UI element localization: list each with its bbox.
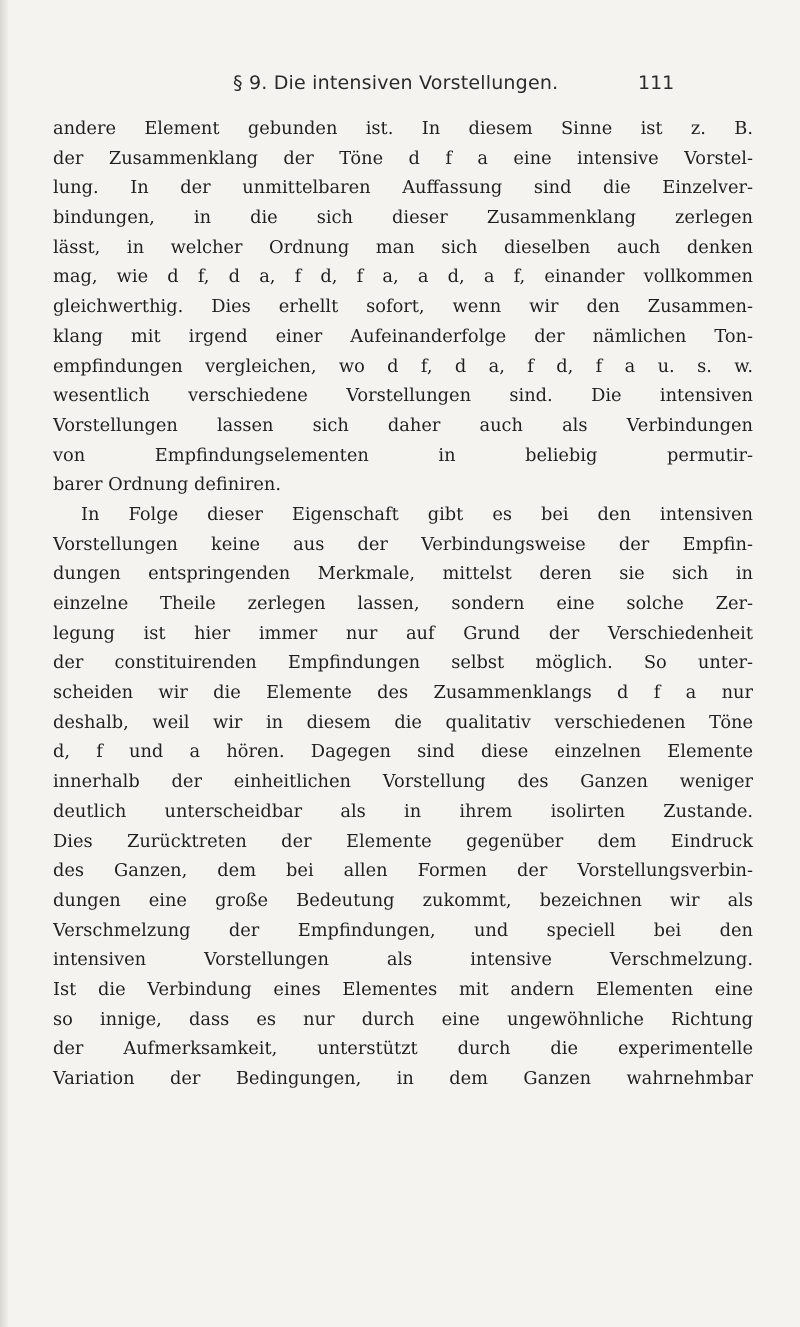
text-line: andere Element gebunden ist. In diesem Sinne ist z. B. (53, 118, 753, 139)
text-line: der Aufmerksamkeit, unterstützt durch die experimentelle (53, 1038, 753, 1060)
text-line: dungen entspringenden Merkmale, mittelst deren sie sich in (53, 563, 753, 585)
body-text (53, 114, 753, 1094)
text-line: Variation der Bedingungen, in dem Ganzen wahrnehmbar (53, 1068, 753, 1089)
text-line: Verschmelzung der Empfindungen, und speciell bei den (53, 919, 753, 941)
text-line: mag, wie d f, d a, f d, f a, a d, a f, einander vollkommen (53, 266, 753, 288)
text-line: lässt, in welcher Ordnung man sich dieselben auch denken (53, 236, 753, 258)
text-line: intensiven Vorstellungen als intensive Verschmelzung. (53, 949, 753, 971)
text-line: Vorstellungen keine aus der Verbindungsweise der Empfin- (53, 533, 753, 555)
text-line: wesentlich verschiedene Vorstellungen sind. Die intensiven (53, 385, 753, 407)
text-line: gleichwerthig. Dies erhellt sofort, wenn wir den Zusammen- (53, 296, 753, 318)
text-line: so innige, dass es nur durch eine ungewöhnliche Richtung (53, 1008, 753, 1030)
text-line: empfindungen vergleichen, wo d f, d a, f d, f a u. s. w. (53, 355, 753, 377)
text-line: von Empfindungselementen in beliebig permutir- (53, 444, 753, 466)
text-line: legung ist hier immer nur auf Grund der Verschiedenheit (53, 622, 753, 644)
text-line: barer Ordnung definiren. (53, 474, 282, 496)
page-number: 111 (638, 72, 675, 94)
text-line: d, f und a hören. Dagegen sind diese einzelnen Elemente (53, 741, 753, 763)
text-line: einzelne Theile zerlegen lassen, sondern eine solche Zer- (53, 593, 753, 614)
text-line: Ist die Verbindung eines Elementes mit andern Elementen eine (53, 978, 753, 1000)
text-line: dungen eine große Bedeutung zukommt, bezeichnen wir als (53, 889, 753, 911)
text-line: Dies Zurücktreten der Elemente gegenüber dem Eindruck (53, 830, 753, 852)
text-line: innerhalb der einheitlichen Vorstellung des Ganzen weniger (53, 771, 753, 793)
section-heading: § 9. Die intensiven Vorstellungen. (233, 72, 559, 94)
text-line: der Zusammenklang der Töne d f a eine intensive Vorstel- (53, 147, 753, 169)
paragraph-start-line: In Folge dieser Eigenschaft gibt es bei den intensiven (81, 503, 753, 525)
page-binding-shadow (0, 0, 8, 1327)
text-line: deshalb, weil wir in diesem die qualitativ verschiedenen Töne (53, 711, 753, 733)
text-line: des Ganzen, dem bei allen Formen der Vorstellungsverbin- (53, 860, 753, 882)
text-line: lung. In der unmittelbaren Auffassung sind die Einzelver- (53, 177, 753, 199)
text-line: scheiden wir die Elemente des Zusammenklangs d f a nur (53, 682, 753, 704)
running-header (0, 72, 800, 102)
text-line: deutlich unterscheidbar als in ihrem isolirten Zustande. (53, 800, 753, 822)
text-line: der constituirenden Empfindungen selbst möglich. So unter- (53, 652, 753, 674)
text-line: klang mit irgend einer Aufeinanderfolge der nämlichen Ton- (53, 325, 753, 347)
text-line: Vorstellungen lassen sich daher auch als Verbindungen (53, 414, 753, 436)
text-line: bindungen, in die sich dieser Zusammenklang zerlegen (53, 207, 753, 229)
